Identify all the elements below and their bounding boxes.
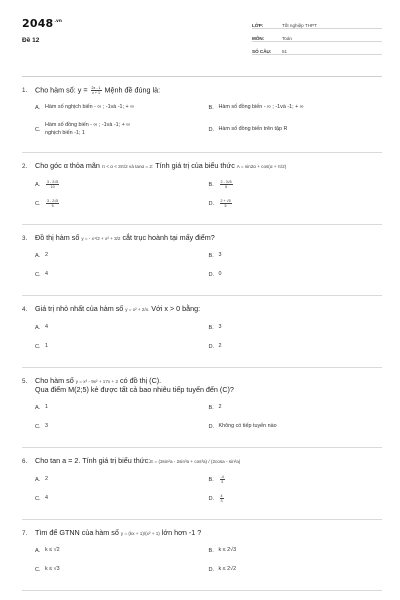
answer-option[interactable] [209, 403, 383, 413]
answer-option[interactable] [209, 103, 383, 113]
fraction-denominator: 10 [50, 184, 55, 189]
formula: y = (kx + 1)/(x² + 1) [120, 530, 160, 536]
option-letter: D. [208, 200, 215, 207]
option-text [219, 494, 225, 503]
answer-option[interactable] [35, 251, 209, 261]
answer-option[interactable] [35, 475, 209, 485]
answer-option[interactable] [209, 199, 383, 209]
question-item [22, 77, 382, 153]
site-logo[interactable] [22, 17, 62, 30]
question-text: Đồ thị hàm số y = - x⁴/2 + x² + 3/2 cắt trục hoành tại mấy điểm? [35, 232, 215, 242]
answer-option[interactable] [35, 199, 209, 209]
fraction [220, 180, 233, 189]
question-line [22, 162, 382, 172]
option-letter: C. [35, 126, 41, 133]
question-text: Cho góc α thỏa mãn π < α < 3π/2 và tanα = 2: Tính giá trị của biểu thức A = sin2α + cos(α + π/2) [35, 161, 287, 170]
option-letter: C. [35, 343, 41, 350]
option-letter: C. [35, 423, 41, 430]
fraction-denominator: 3 [221, 479, 224, 484]
question-item [22, 225, 382, 297]
question-text: Giá trị nhỏ nhất của hàm số y = x² + 2/x. Với x > 0 bằng: [35, 304, 201, 314]
question-number: 5. [22, 377, 28, 385]
answer-option[interactable] [35, 565, 209, 575]
answer-option[interactable] [209, 251, 383, 261]
option-text: k ≤ √2 [45, 547, 60, 554]
formula: A = sin2α + cos(α + π/2) [236, 164, 287, 169]
meta-label: LỚP: [252, 23, 264, 28]
answer-option[interactable] [209, 342, 383, 352]
meta-value: 51 [282, 49, 288, 54]
question-item [22, 448, 382, 520]
option-letter: B. [208, 105, 214, 111]
fraction-numerator: 3 - 2√5 [47, 179, 59, 184]
answer-options [22, 546, 382, 584]
question-item [22, 368, 382, 448]
fraction [46, 199, 59, 208]
option-letter: C. [35, 200, 41, 207]
brand-block [22, 14, 62, 72]
answer-options [22, 251, 382, 289]
question-item [22, 153, 382, 225]
meta-row-count [252, 42, 382, 55]
answer-option[interactable] [35, 180, 209, 190]
option-letter: D. [208, 423, 215, 430]
option-text: k ≤ 2√3 [218, 547, 237, 554]
meta-value: Toán [282, 36, 292, 41]
option-letter: D. [208, 495, 215, 502]
question-number: 3. [22, 234, 28, 242]
formula: E = (3sin²a - 2sin³a + cos³a) / (2cosa - sin²a) [150, 458, 241, 464]
option-letter: B. [208, 404, 214, 411]
fraction-numerator: 4 [220, 493, 223, 498]
question-number: 2. [22, 163, 28, 170]
option-letter: A. [35, 404, 41, 411]
question-number: 1. [22, 87, 28, 94]
logo-suffix: .vn [54, 18, 62, 24]
option-letter: A. [35, 548, 41, 555]
exam-header [22, 14, 382, 72]
fraction-numerator: 2 - 3√5 [220, 179, 232, 184]
fraction-denominator: x + 1 [92, 91, 100, 95]
question-text: Tìm để GTNN của hàm số y = (kx + 1)/(x² + 1) lớn hơn -1 ? [35, 527, 202, 537]
meta-label: MÔN: [252, 36, 265, 41]
question-number: 7. [22, 529, 28, 537]
option-text: k ≤ √3 [45, 566, 60, 573]
option-letter: A. [35, 105, 41, 111]
question-number: 4. [22, 306, 28, 314]
fraction-numerator: 2x - 1 [91, 86, 101, 90]
answer-option[interactable] [35, 342, 209, 352]
fraction [91, 86, 102, 95]
option-letter: A. [35, 476, 41, 483]
answer-option[interactable] [209, 475, 383, 485]
fraction-denominator: 5 [225, 184, 228, 189]
answer-option[interactable] [209, 180, 383, 190]
option-text [219, 199, 233, 208]
fraction [220, 494, 224, 503]
fraction-denominator: 3 [220, 498, 223, 503]
answer-options [22, 323, 382, 361]
option-letter: D. [208, 567, 215, 574]
answer-option[interactable] [209, 323, 383, 333]
option-text [219, 475, 226, 484]
option-text: Hàm số đồng biến trên tập R [218, 125, 288, 132]
meta-row-class [252, 16, 382, 29]
formula: y = x³ - 9x² + 17x + 2 [75, 378, 119, 384]
question-text: Cho tan a = 2. Tính giá trị biểu thức:E = (3sin²a - 2sin³a + cos³a) / (2cosa - sin²a) [35, 455, 241, 465]
option-letter: B. [208, 476, 214, 483]
answer-options [22, 103, 382, 146]
meta-row-subject [252, 29, 382, 42]
fraction [220, 475, 225, 484]
option-text: 4 [45, 494, 48, 501]
fraction [220, 199, 232, 208]
option-letter: B. [208, 548, 214, 555]
option-letter: A. [35, 324, 41, 331]
answer-option[interactable] [209, 494, 383, 504]
option-text: Hàm số đồng biến - ∞ ; -1và -1; + ∞ nghịch biến -1; 1 [45, 122, 131, 136]
option-text: Hàm số nghịch biến - ∞ ; -1và -1; + ∞ [45, 104, 135, 111]
answer-option[interactable] [209, 122, 383, 137]
option-text: 2 [45, 252, 48, 259]
question-list [22, 77, 382, 591]
answer-option[interactable] [35, 422, 209, 432]
exam-meta [252, 16, 382, 72]
answer-option[interactable] [209, 565, 383, 575]
answer-option[interactable] [209, 546, 383, 556]
option-text: Không có tiếp tuyến nào [218, 423, 277, 430]
question-text: Cho hàm số y = x³ - 9x² + 17x + 2 có đồ thị (C). Qua điểm M(2;5) kẻ được tất cả bao nhiêu tiếp tuyến đến (C)? [35, 375, 234, 395]
answer-options [22, 403, 382, 441]
fraction [46, 180, 59, 189]
question-line [22, 234, 382, 244]
option-letter: C. [35, 567, 41, 574]
option-letter: B. [208, 181, 214, 188]
question-item [22, 520, 382, 592]
answer-option[interactable] [35, 103, 209, 113]
fraction-denominator: 5 [224, 203, 227, 208]
formula: y = - x⁴/2 + x² + 3/2 [81, 235, 121, 241]
fraction-numerator: 2 + √5 [220, 198, 231, 203]
question-text: Cho hàm số: y = $\frac{2x - 1}{x + 1}$ Mệnh đề đúng là: [35, 85, 161, 95]
question-line [22, 305, 382, 315]
option-letter: B. [208, 253, 214, 260]
meta-label: SỐ CÂU: [252, 49, 272, 54]
option-text: 3 [218, 252, 222, 259]
option-text: 0 [218, 271, 222, 278]
option-text: 3 [45, 423, 48, 430]
answer-option[interactable] [35, 122, 209, 137]
answer-options [22, 475, 382, 513]
option-letter: B. [208, 324, 214, 331]
option-text: 4 [45, 271, 48, 278]
exam-code: Đề 12 [22, 37, 40, 44]
option-text: 4 [45, 324, 48, 331]
answer-option[interactable] [35, 270, 209, 280]
option-text [45, 199, 60, 208]
option-text: Hàm số đồng biến - ∞ ; -1và -1; + ∞ [218, 104, 304, 111]
fraction-denominator: 5 [51, 203, 54, 208]
fraction-numerator: -4 [220, 474, 224, 479]
question-line [22, 457, 382, 467]
question-item [22, 296, 382, 368]
answer-option[interactable] [209, 270, 383, 280]
option-letter: D. [208, 272, 215, 279]
option-letter: D. [208, 343, 215, 350]
option-letter: C. [35, 272, 41, 279]
option-text: 2 [218, 343, 222, 350]
option-text [45, 180, 60, 189]
option-text [219, 180, 234, 189]
fraction-numerator: 3 - 2√5 [47, 198, 59, 203]
option-text: k ≤ 2√2 [218, 566, 237, 573]
answer-option[interactable] [35, 546, 209, 556]
option-text: 1 [45, 343, 48, 350]
answer-option[interactable] [35, 494, 209, 504]
option-letter: D. [208, 126, 215, 133]
option-text: 2 [218, 404, 222, 411]
answer-options [22, 180, 382, 218]
question-line [22, 529, 382, 539]
option-letter: A. [35, 181, 41, 188]
option-text: 2 [45, 475, 48, 482]
formula: π < α < 3π/2 và tanα = 2: [101, 164, 154, 169]
option-text: 3 [218, 324, 222, 331]
answer-option[interactable] [35, 323, 209, 333]
formula: y = x² + 2/x. [125, 307, 150, 313]
meta-value: Tốt nghiệp THPT [282, 23, 317, 28]
option-letter: C. [35, 495, 41, 502]
answer-option[interactable] [209, 422, 383, 432]
answer-option[interactable] [35, 403, 209, 413]
logo-text: 2048 [22, 17, 54, 30]
question-number: 6. [22, 457, 28, 465]
question-line [22, 377, 382, 395]
question-line [22, 86, 382, 95]
option-text: 1 [45, 404, 48, 411]
option-letter: A. [35, 253, 41, 260]
